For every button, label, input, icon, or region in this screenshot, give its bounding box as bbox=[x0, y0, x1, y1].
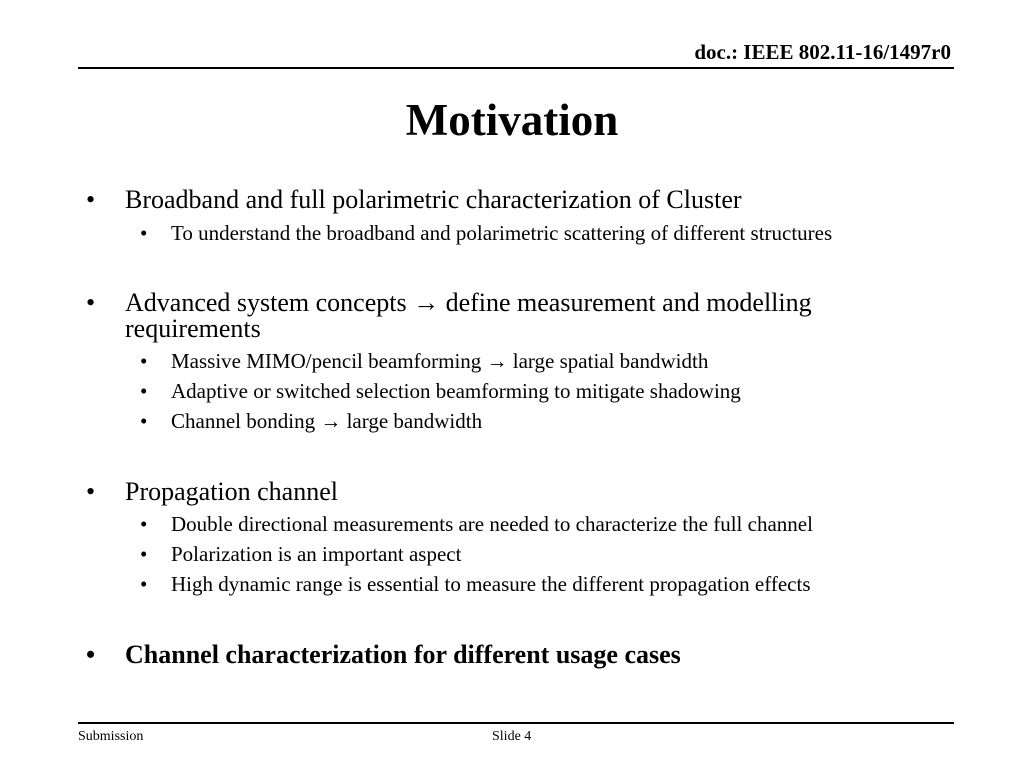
bullet-text: Channel characterization for different usage cases bbox=[125, 640, 681, 669]
sub-bullet-icon: • bbox=[140, 409, 148, 433]
sub-bullet-text: Adaptive or switched selection beamforming to mitigate shadowing bbox=[171, 379, 741, 403]
sub-bullet-text: Massive MIMO/pencil beamforming → large spatial bandwidth bbox=[171, 349, 709, 373]
bullet-text: Broadband and full polarimetric characterization of Cluster bbox=[125, 185, 742, 214]
sub-bullet-icon: • bbox=[140, 572, 148, 596]
sub-bullet-item bbox=[140, 221, 833, 245]
bullet-icon: • bbox=[86, 640, 96, 669]
sub-bullet-item bbox=[140, 572, 811, 596]
sub-bullet-icon: • bbox=[140, 349, 148, 373]
bullet-item bbox=[86, 640, 681, 669]
sub-bullet-text: Polarization is an important aspect bbox=[171, 542, 462, 566]
bullet-item bbox=[86, 288, 812, 317]
slide-number: Slide 4 bbox=[492, 729, 532, 744]
bullet-text: requirements bbox=[125, 314, 261, 343]
sub-bullet-text: High dynamic range is essential to measure the different propagation effects bbox=[171, 572, 811, 596]
bullet-icon: • bbox=[86, 477, 96, 506]
sub-bullet-icon: • bbox=[140, 379, 148, 403]
sub-bullet-icon: • bbox=[140, 512, 148, 536]
bullet-item bbox=[86, 185, 742, 214]
slide-title: Motivation bbox=[405, 95, 619, 145]
sub-bullet-text: Double directional measurements are needed to characterize the full channel bbox=[171, 512, 813, 536]
bullet-icon: • bbox=[86, 288, 96, 317]
sub-bullet-item bbox=[140, 409, 483, 433]
sub-bullet-item bbox=[140, 349, 709, 373]
sub-bullet-item bbox=[140, 542, 462, 566]
sub-bullet-item bbox=[140, 512, 813, 536]
bullet-icon: • bbox=[86, 185, 96, 214]
bullet-item bbox=[86, 477, 338, 506]
document-id: doc.: IEEE 802.11-16/1497r0 bbox=[694, 40, 951, 64]
footer-submission: Submission bbox=[78, 729, 144, 744]
bullet-text-continuation bbox=[125, 316, 261, 342]
sub-bullet-icon: • bbox=[140, 221, 148, 245]
bullet-text: Advanced system concepts → define measurement and modelling bbox=[125, 288, 812, 317]
sub-bullet-text: Channel bonding → large bandwidth bbox=[171, 409, 483, 433]
bullet-text: Propagation channel bbox=[125, 477, 338, 506]
sub-bullet-item bbox=[140, 379, 741, 403]
footer-divider bbox=[78, 722, 954, 724]
sub-bullet-text: To understand the broadband and polarimetric scattering of different structures bbox=[171, 221, 833, 245]
sub-bullet-icon: • bbox=[140, 542, 148, 566]
